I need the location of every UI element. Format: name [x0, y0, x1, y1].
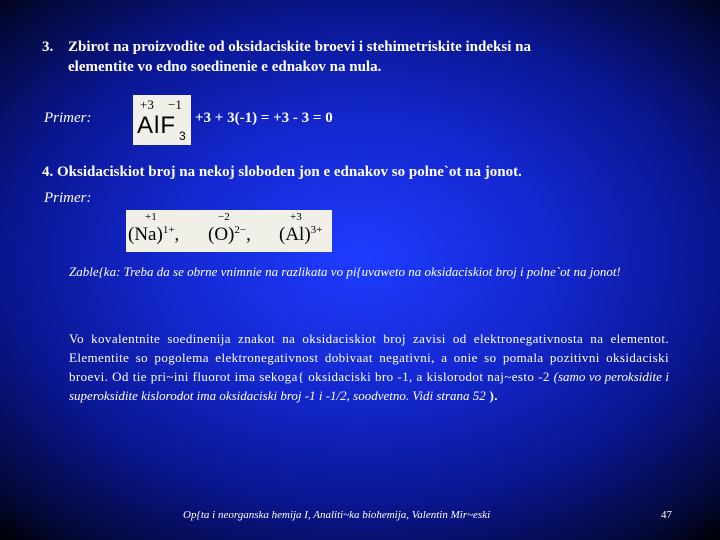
example-1-label: Primer:	[44, 110, 92, 126]
example-2-label: Primer:	[44, 190, 92, 206]
ion-symbol: (Al)	[279, 224, 311, 245]
ion-charge: 1+	[162, 224, 175, 236]
alf3-formula-image	[133, 95, 191, 145]
ion-symbol: (O)	[208, 224, 235, 245]
ion-charge: 2−	[234, 224, 247, 236]
ion-ox: +3	[290, 211, 302, 223]
ion-ox: +1	[145, 211, 157, 223]
f-oxidation-number: −1	[168, 97, 182, 112]
rule-3-line2: elementite vo edno soedinenie e ednakov na nula.	[68, 59, 382, 75]
ions-formula-image	[126, 210, 332, 252]
warning-note: Zable{ka: Treba da se obrne vnimnie na razlikata vo pi{uvaweto na oksidaciskiot broj i polne`ot na jonot!	[69, 264, 621, 279]
al-oxidation-number: +3	[140, 97, 154, 112]
example-1-equation: +3 + 3(-1) = +3 - 3 = 0	[195, 110, 333, 126]
ion-symbol: (Na)	[128, 224, 163, 245]
page-number: 47	[661, 509, 672, 521]
ion-ox: −2	[218, 211, 230, 223]
paragraph-end: ).	[489, 388, 498, 403]
f-subscript: 3	[179, 129, 186, 143]
paragraph-main: Vo kovalentnite soedinenija znakot na oksidaciskiot broj zavisi od elektronegativnosta na elementot. Elementite so pogolema elektronegativnost dobivaat negativni, a onie so pomala pozitivni oksidaciski broevi. Od tie pri~ini fluorot ima sekoga{ oksidaciski bro -1, a kislorodot naj~esto -2	[69, 331, 669, 384]
alf-symbol: AlF	[137, 112, 176, 139]
rule-3	[42, 37, 672, 77]
rule-4: 4. Oksidaciskiot broj na nekoj sloboden jon e ednakov so polne`ot na jonot.	[42, 164, 522, 180]
explanation-paragraph	[69, 329, 669, 405]
ion-separator: ,	[246, 224, 251, 245]
ion-separator: ,	[174, 224, 180, 245]
rule-3-number: 3.	[42, 39, 54, 55]
footer-text: Op{ta i neorganska hemija I, Analiti~ka biohemija, Valentin Mir~eski	[183, 509, 491, 521]
paragraph-italic: (samo vo peroksidite i superoksidite kislorodot ima oksidaciski broj -1 i -1/2, soodvetno. Vidi strana 52	[69, 369, 669, 403]
rule-3-line1: Zbirot na proizvodite od oksidaciskite broevi i stehimetriskite indeksi na	[68, 39, 531, 55]
ion-charge: 3+	[310, 224, 323, 236]
